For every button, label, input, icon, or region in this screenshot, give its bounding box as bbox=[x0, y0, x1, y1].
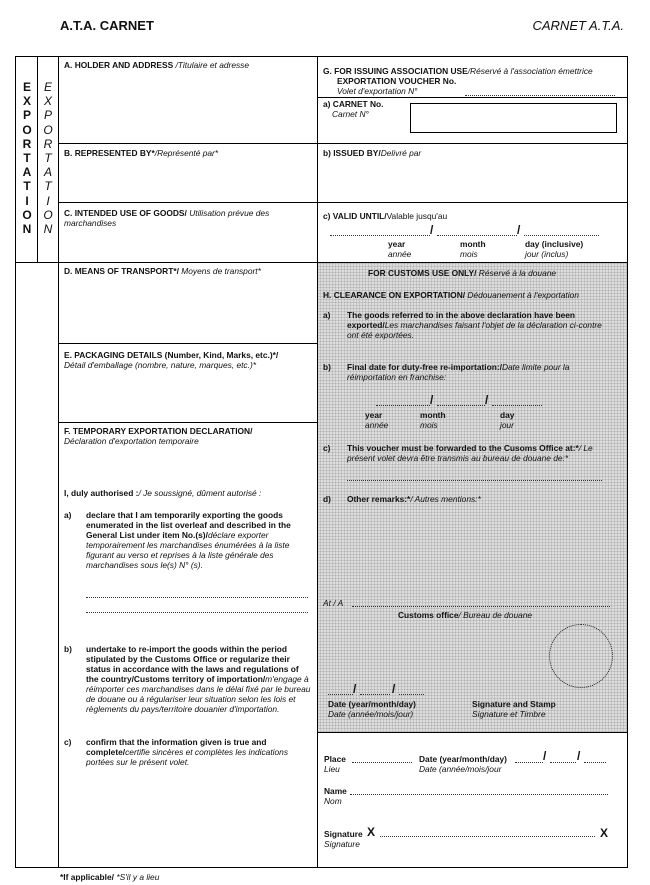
customs-d-mark: d) bbox=[323, 494, 331, 504]
final-month-label: month mois bbox=[420, 410, 446, 430]
carnet-title-en: A.T.A. CARNET bbox=[60, 18, 154, 33]
customs-a-text: The goods referred to in the above declaration have been exported/Les marchandises faisant l'objet de la déclaration ci-contre ont été exportées. bbox=[347, 310, 602, 340]
at-label: At / A bbox=[323, 598, 344, 608]
voucher-number-label-fr: Volet d'exportation N° bbox=[337, 86, 418, 96]
customs-stamp-circle bbox=[549, 624, 613, 688]
signoff-date-label: Date (year/month/day) Date (année/mois/jour bbox=[419, 754, 507, 774]
section-f-label: F. TEMPORARY EXPORTATION DECLARATION/ Déclaration d'exportation temporaire bbox=[64, 426, 253, 446]
valid-until-label: c) VALID UNTIL/Valable jusqu'au bbox=[323, 211, 448, 221]
carnet-number-label: a) CARNET No. bbox=[323, 99, 384, 109]
final-year-label: year année bbox=[365, 410, 389, 430]
customs-c-text: This voucher must be forwarded to the Cusoms Office at:*/ Le présent volet devra être transmis au bureau de douane de:* bbox=[347, 443, 593, 463]
signature-label: Signature Signature bbox=[324, 829, 363, 849]
customs-date-label: Date (year/month/day) Date (année/mois/jour) bbox=[328, 699, 416, 719]
declaration-c-mark: c) bbox=[64, 737, 72, 747]
customs-d-text: Other remarks:*/ Autres mentions:* bbox=[347, 494, 481, 504]
section-a-label: A. HOLDER AND ADDRESS /Titulaire et adresse bbox=[64, 60, 250, 70]
carnet-number-box[interactable] bbox=[410, 103, 617, 133]
customs-b-mark: b) bbox=[323, 362, 331, 372]
place-label: Place Lieu bbox=[324, 754, 346, 774]
customs-signature-label: Signature and Stamp Signature et Timbre bbox=[472, 699, 556, 719]
customs-office-label: Customs office/ Bureau de douane bbox=[398, 610, 533, 620]
clearance-title: H. CLEARANCE ON EXPORTATION/ Dédouanement à l'exportation bbox=[323, 290, 579, 300]
voucher-number-label: EXPORTATION VOUCHER No. bbox=[337, 76, 457, 86]
footnote: *If applicable/ *S'il y a lieu bbox=[60, 872, 160, 882]
signature-start-mark: X bbox=[367, 825, 376, 839]
side-export-italic: E X P O R T A T I O N bbox=[43, 80, 53, 237]
side-export-bold: E X P O R T A T I O N bbox=[22, 80, 32, 237]
declaration-c-text: confirm that the information given is true and complete/certifie sincères et complètes les indications portées sur le présent volet. bbox=[86, 737, 289, 767]
section-d-label: D. MEANS OF TRANSPORT*/ Moyens de transport* bbox=[64, 266, 261, 276]
final-day-label: day jour bbox=[500, 410, 515, 430]
valid-year-label: year année bbox=[388, 239, 412, 259]
carnet-title-fr: CARNET A.T.A. bbox=[532, 18, 624, 33]
valid-month-label: month mois bbox=[460, 239, 486, 259]
customs-a-mark: a) bbox=[323, 310, 331, 320]
declaration-b-text: undertake to re-import the goods within the period stipulated by the Customs Office or regularize their status in accordance with the laws and regulations of the country/Customs territory of importation/m'engage à réimporter ces marchandises dans le délai fixé par le bureau de douane ou à régulariser leur situation selon les lois et règlements du pays/territoire douanier d'importation. bbox=[86, 644, 311, 714]
customs-use-title: FOR CUSTOMS USE ONLY/ Réservé à la douane bbox=[368, 268, 557, 278]
signature-end-mark: X bbox=[600, 826, 609, 840]
carnet-number-label-fr: Carnet N° bbox=[332, 109, 369, 119]
section-g-label: G. FOR ISSUING ASSOCIATION USE/Réservé à l'association émettrice bbox=[323, 66, 593, 76]
declaration-intro: I, duly authorised :/ Je soussigné, dûment autorisé : bbox=[64, 488, 262, 498]
name-label: Name Nom bbox=[324, 786, 347, 806]
section-e-label: E. PACKAGING DETAILS (Number, Kind, Marks, etc.)*/ Détail d'emballage (nombre, nature, marques, etc.)* bbox=[64, 350, 279, 370]
customs-b-text: Final date for duty-free re-importation:/Date limite pour la réimportation en franchise: bbox=[347, 362, 570, 382]
section-c-label: C. INTENDED USE OF GOODS/ Utilisation prévue des marchandises bbox=[64, 208, 270, 228]
issued-by-label: b) ISSUED BY/Delivré par bbox=[323, 148, 422, 158]
valid-day-label: day (inclusive) jour (inclus) bbox=[525, 239, 584, 259]
customs-c-mark: c) bbox=[323, 443, 331, 453]
declaration-b-mark: b) bbox=[64, 644, 72, 654]
declaration-a-text: declare that I am temporarily exporting the goods enumerated in the list overleaf and described in the General List under item No.(s)/déclare exporter temporairement les marchandises énumérées à la liste figurant au verso et reprises à la liste générale des marchandises sous le(s) N° (s). bbox=[86, 510, 291, 570]
section-b-label: B. REPRESENTED BY*/Représenté par* bbox=[64, 148, 219, 158]
declaration-a-mark: a) bbox=[64, 510, 72, 520]
